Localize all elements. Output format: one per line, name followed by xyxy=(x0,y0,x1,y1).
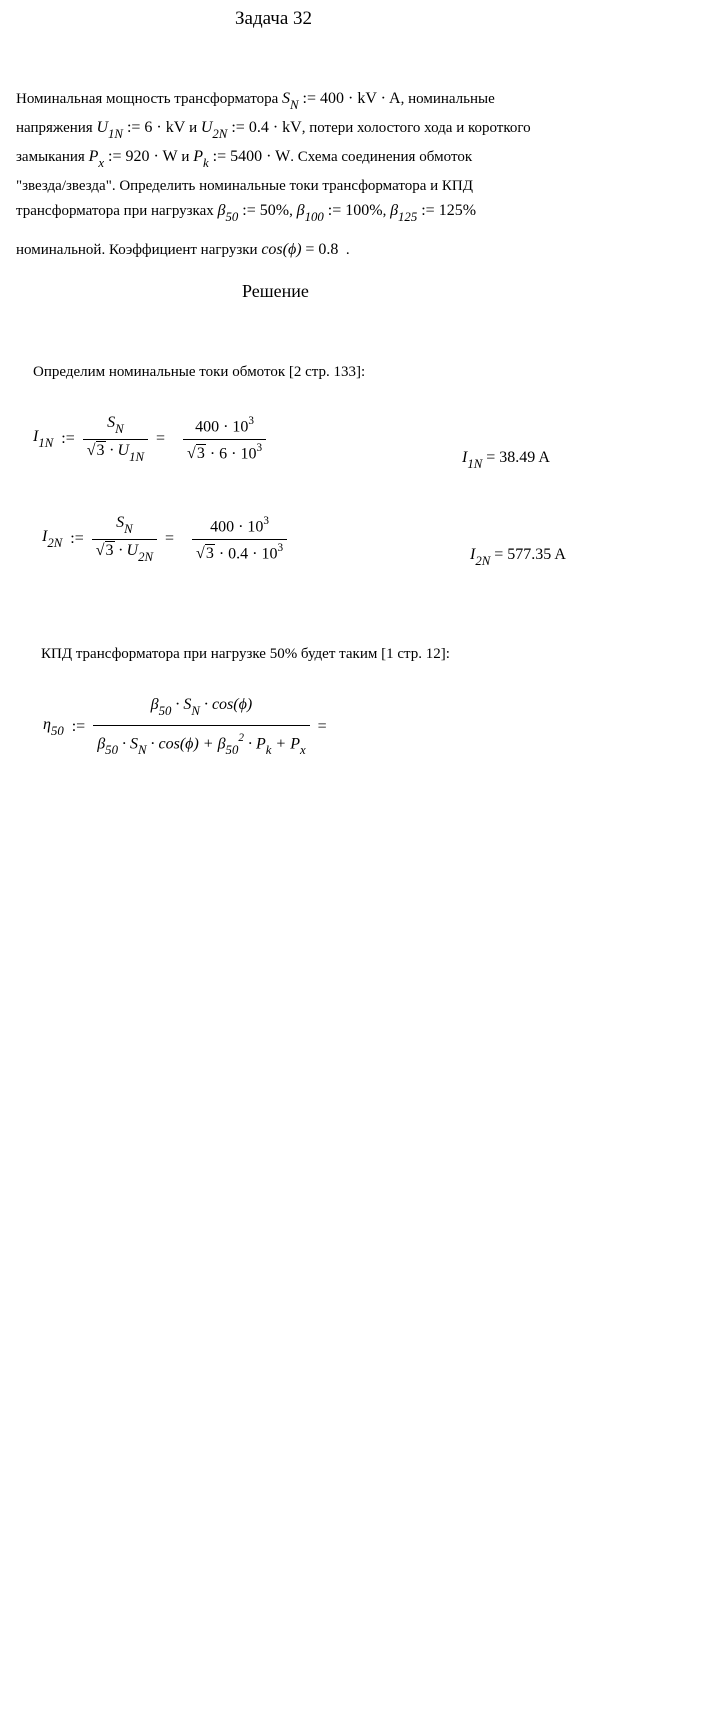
formula-i2n: $I_{2N}$ := $\frac{S_N}{√3 \cdot U_{2N}}$ = $\frac{400 \cdot 10^3}{√3 \cdot 0.4 \cdot 10^3}$ xyxy=(42,514,287,565)
problem-line-1: Номинальная мощность трансформатора $S_N$ := 400 · kV · A, номинальные xyxy=(16,90,495,112)
page-title: Задача 32 xyxy=(235,8,313,29)
problem-line-4: "звезда/звезда". Определить номинальные токи трансформатора и КПД xyxy=(16,178,473,194)
step1-text: Определим номинальные токи обмоток [2 стр. 133]: xyxy=(33,364,366,380)
problem-line-2: напряжения $U_{1N}$ := 6 · kV и $U_{2N}$ := 0.4 · kV, потери холостого хода и короткого xyxy=(16,119,531,141)
formula-i1n: $I_{1N}$ := $\frac{S_N}{√3 \cdot U_{1N}}$ = $\frac{400 \cdot 10^3}{√3 \cdot 6 \cdot 10^3}$ xyxy=(33,414,266,465)
result-i2n: $I_{2N} = 577.35$ A xyxy=(470,546,566,568)
solution-heading: Решение xyxy=(242,281,309,301)
problem-line-6: номинальной. Коэффициент нагрузки cos(ϕ) = 0.8 . xyxy=(16,241,350,258)
result-i1n: $I_{1N} = 38.49$ A xyxy=(462,449,550,471)
problem-line-3: замыкания $P_x$ := 920 · W и $P_k$ := 5400 · W. Схема соединения обмоток xyxy=(16,148,473,170)
formula-eta50: $\eta_{50}$ := $\frac{\beta_{50} \cdot S_N \cdot \cos(\phi)}{\beta_{50} \cdot S_N \cdot \cos(\phi) + \beta_{50}^2 \cdot P_k + P_x}$ = xyxy=(43,696,327,757)
step2-text: КПД трансформатора при нагрузке 50% будет таким [1 стр. 12]: xyxy=(41,646,450,662)
problem-line-5: трансформатора при нагрузках $\beta_{50}$ := 50%, $\beta_{100}$ := 100%, $\beta_{125}$ := 125% xyxy=(16,202,477,224)
